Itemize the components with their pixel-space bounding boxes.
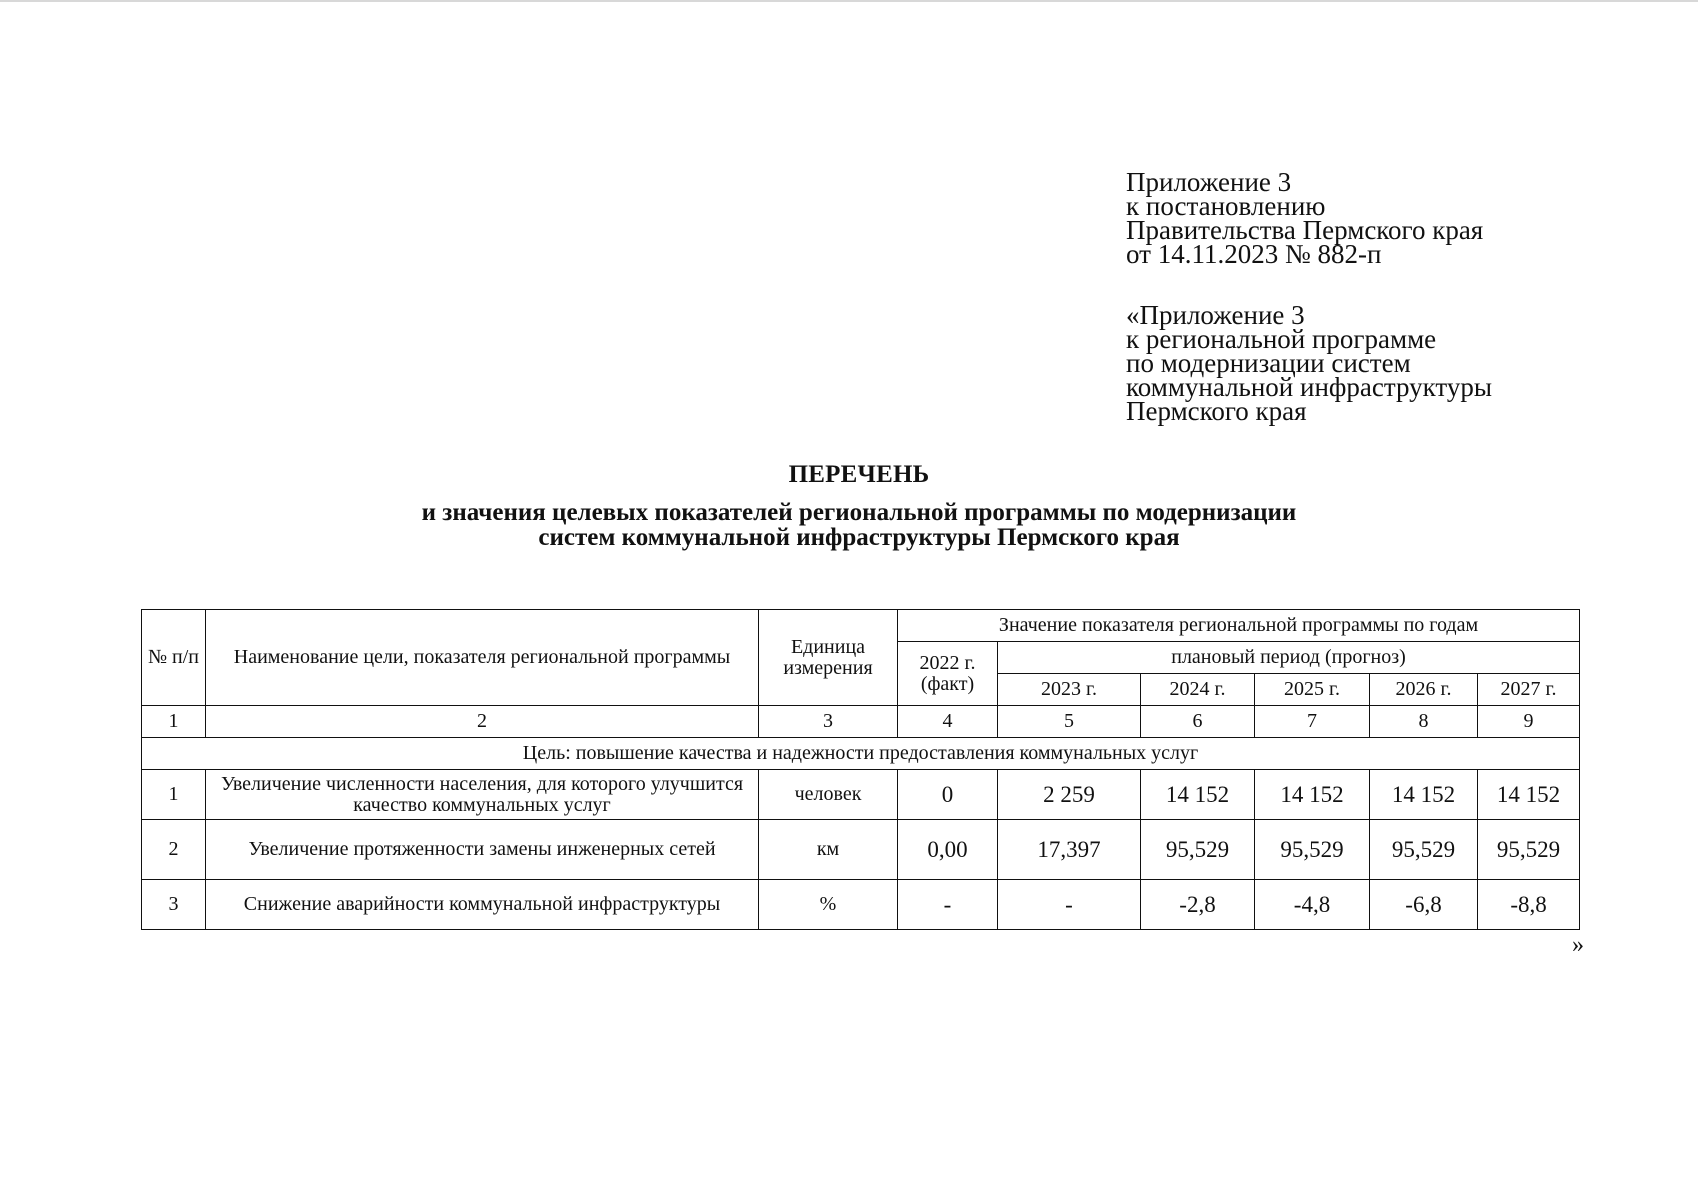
table-header-row xyxy=(142,610,1580,642)
indicator-unit: человек xyxy=(759,770,898,820)
reference-line: по модернизации систем xyxy=(1126,348,1411,378)
header-year: 2024 г. xyxy=(1141,674,1255,706)
plan-value: 17,397 xyxy=(998,820,1141,880)
row-number: 2 xyxy=(142,820,206,880)
reference-line: коммунальной инфраструктуры xyxy=(1126,372,1492,402)
subtitle-line: и значения целевых показателей региональной программы по модернизации xyxy=(421,499,1297,526)
goal-text: Цель: повышение качества и надежности предоставления коммунальных услуг xyxy=(142,738,1580,770)
plan-value: 14 152 xyxy=(1370,770,1478,820)
approval-line: Приложение 3 xyxy=(1126,167,1292,197)
approval-line: от 14.11.2023 № 882-п xyxy=(1126,239,1382,269)
goal-row xyxy=(142,738,1580,770)
column-number: 4 xyxy=(898,706,998,738)
plan-value: 95,529 xyxy=(1255,820,1370,880)
table-row xyxy=(142,820,1580,880)
column-number: 7 xyxy=(1255,706,1370,738)
header-year: 2025 г. xyxy=(1255,674,1370,706)
column-number-row xyxy=(142,706,1580,738)
reference-line: Пермского края xyxy=(1126,396,1307,426)
indicator-name: Увеличение численности населения, для которого улучшится качество коммунальных услуг xyxy=(206,770,759,820)
subtitle-line: систем коммунальной инфраструктуры Пермского края xyxy=(538,524,1180,551)
header-plan-group: плановый период (прогноз) xyxy=(998,642,1580,674)
header-year: 2026 г. xyxy=(1370,674,1478,706)
plan-value: 14 152 xyxy=(1255,770,1370,820)
header-year: 2023 г. xyxy=(998,674,1141,706)
reference-line: «Приложение 3 xyxy=(1126,300,1305,330)
approval-line: к постановлению xyxy=(1126,191,1326,221)
fact-value: - xyxy=(898,880,998,930)
document-subtitle xyxy=(0,500,1698,550)
closing-quote: » xyxy=(1572,932,1584,958)
plan-value: 95,529 xyxy=(1478,820,1580,880)
header-num: № п/п xyxy=(142,610,206,706)
table-row xyxy=(142,880,1580,930)
column-number: 6 xyxy=(1141,706,1255,738)
plan-value: -2,8 xyxy=(1141,880,1255,930)
plan-value: - xyxy=(998,880,1141,930)
indicator-unit: км xyxy=(759,820,898,880)
plan-value: -4,8 xyxy=(1255,880,1370,930)
column-number: 5 xyxy=(998,706,1141,738)
reference-block xyxy=(1126,300,1492,426)
plan-value: 14 152 xyxy=(1478,770,1580,820)
row-number: 1 xyxy=(142,770,206,820)
header-year: 2027 г. xyxy=(1478,674,1580,706)
fact-value: 0 xyxy=(898,770,998,820)
fact-value: 0,00 xyxy=(898,820,998,880)
row-number: 3 xyxy=(142,880,206,930)
table-row xyxy=(142,770,1580,820)
plan-value: 2 259 xyxy=(998,770,1141,820)
column-number: 3 xyxy=(759,706,898,738)
reference-line: к региональной программе xyxy=(1126,324,1437,354)
header-fact: 2022 г. (факт) xyxy=(898,642,998,706)
plan-value: -6,8 xyxy=(1370,880,1478,930)
approval-block xyxy=(1126,167,1484,269)
header-values-group: Значение показателя региональной программы по годам xyxy=(898,610,1580,642)
column-number: 9 xyxy=(1478,706,1580,738)
indicator-unit: % xyxy=(759,880,898,930)
indicators-table xyxy=(141,609,1580,930)
plan-value: 14 152 xyxy=(1141,770,1255,820)
header-unit: Единица измерения xyxy=(759,610,898,706)
plan-value: 95,529 xyxy=(1370,820,1478,880)
indicator-name: Увеличение протяженности замены инженерных сетей xyxy=(206,820,759,880)
column-number: 2 xyxy=(206,706,759,738)
header-name: Наименование цели, показателя региональной программы xyxy=(206,610,759,706)
indicator-name: Снижение аварийности коммунальной инфраструктуры xyxy=(206,880,759,930)
plan-value: 95,529 xyxy=(1141,820,1255,880)
page-top-edge xyxy=(0,0,1698,2)
column-number: 1 xyxy=(142,706,206,738)
column-number: 8 xyxy=(1370,706,1478,738)
approval-line: Правительства Пермского края xyxy=(1126,215,1484,245)
document-title: ПЕРЕЧЕНЬ xyxy=(788,461,930,488)
plan-value: -8,8 xyxy=(1478,880,1580,930)
